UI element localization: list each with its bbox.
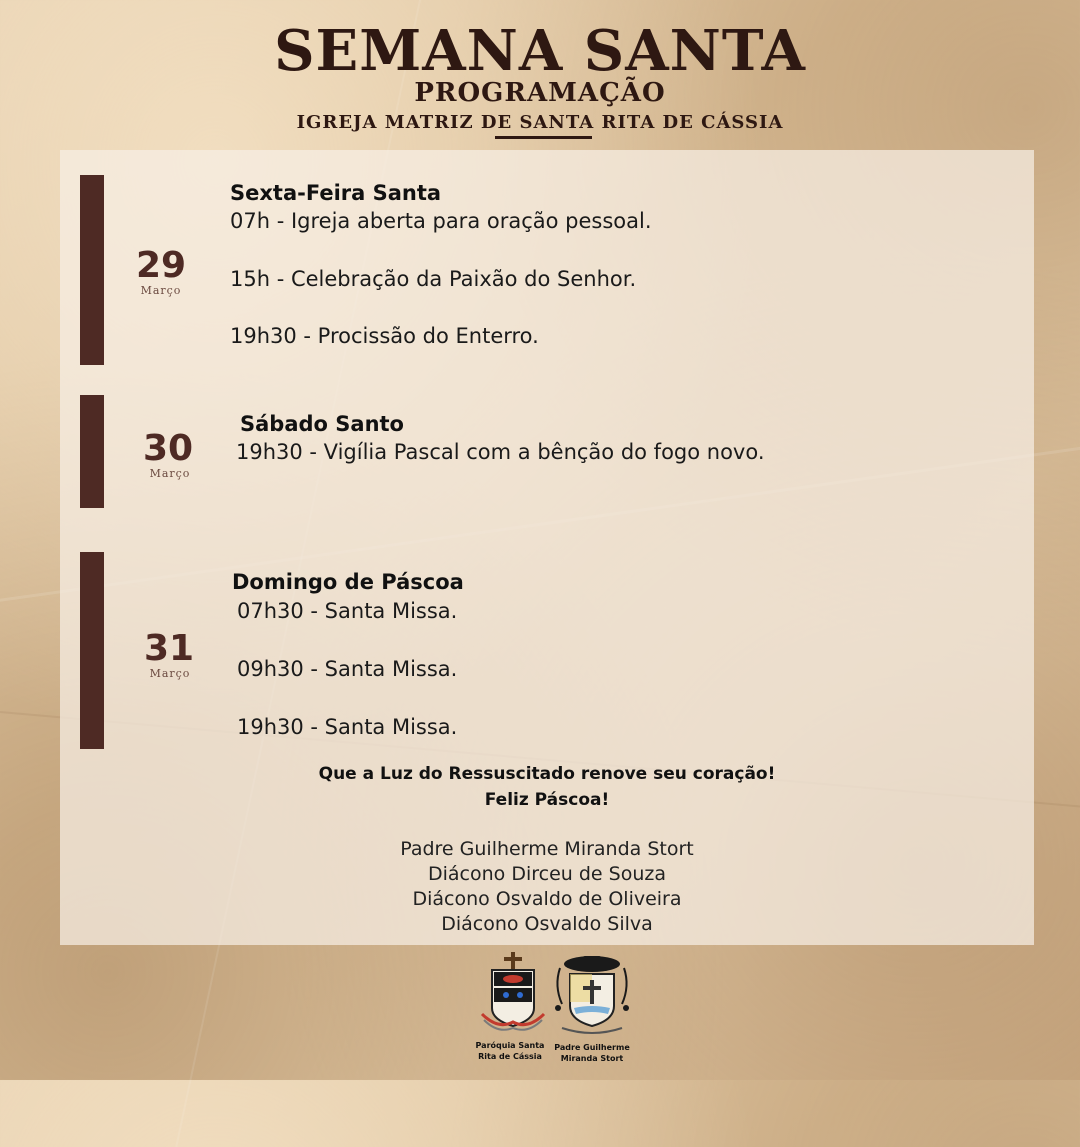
event-item: 19h30 - Vigília Pascal com a bênção do fogo novo. — [236, 440, 765, 464]
page-subtitle: PROGRAMAÇÃO — [414, 78, 666, 108]
event-item: 07h - Igreja aberta para oração pessoal. — [230, 209, 652, 233]
header — [0, 0, 1080, 150]
signer-name: Diácono Osvaldo Silva — [441, 913, 653, 935]
schedule-panel — [60, 150, 1034, 945]
priest-logo-caption — [542, 1042, 642, 1064]
closing-message: Que a Luz do Ressuscitado renove seu coração! — [318, 764, 776, 784]
closing-greeting: Feliz Páscoa! — [484, 790, 610, 810]
event-bar — [80, 395, 104, 508]
event-day: 30 — [142, 428, 194, 469]
signer-name: Diácono Osvaldo de Oliveira — [412, 888, 682, 910]
parish-caption-line: Paróquia Santa — [475, 1041, 545, 1050]
priest-coat-of-arms-icon — [552, 952, 632, 1038]
priest-caption-line: Padre Guilherme — [554, 1043, 630, 1052]
event-item: 19h30 - Procissão do Enterro. — [230, 324, 539, 348]
event-bar — [80, 552, 104, 749]
parish-caption-line: Rita de Cássia — [478, 1052, 542, 1061]
page-title: SEMANA SANTA — [274, 18, 806, 84]
parish-crest-icon — [478, 950, 548, 1038]
title-underline — [495, 136, 592, 139]
event-title: Sábado Santo — [240, 412, 404, 436]
event-item: 15h - Celebração da Paixão do Senhor. — [230, 267, 637, 291]
event-month: Março — [149, 467, 191, 480]
event-day: 29 — [135, 245, 187, 286]
event-title: Domingo de Páscoa — [232, 570, 464, 594]
priest-caption-line: Miranda Stort — [560, 1054, 624, 1063]
event-month: Março — [140, 284, 182, 297]
event-bar — [80, 175, 104, 365]
event-month: Março — [149, 667, 191, 680]
signer-name: Diácono Dirceu de Souza — [428, 863, 666, 885]
event-day: 31 — [143, 628, 195, 669]
event-title: Sexta-Feira Santa — [230, 181, 442, 205]
event-item: 07h30 - Santa Missa. — [237, 599, 458, 623]
signer-name: Padre Guilherme Miranda Stort — [400, 838, 694, 860]
event-item: 09h30 - Santa Missa. — [237, 657, 458, 681]
church-name: IGREJA MATRIZ DE SANTA RITA DE CÁSSIA — [296, 112, 784, 133]
event-item: 19h30 - Santa Missa. — [237, 715, 458, 739]
